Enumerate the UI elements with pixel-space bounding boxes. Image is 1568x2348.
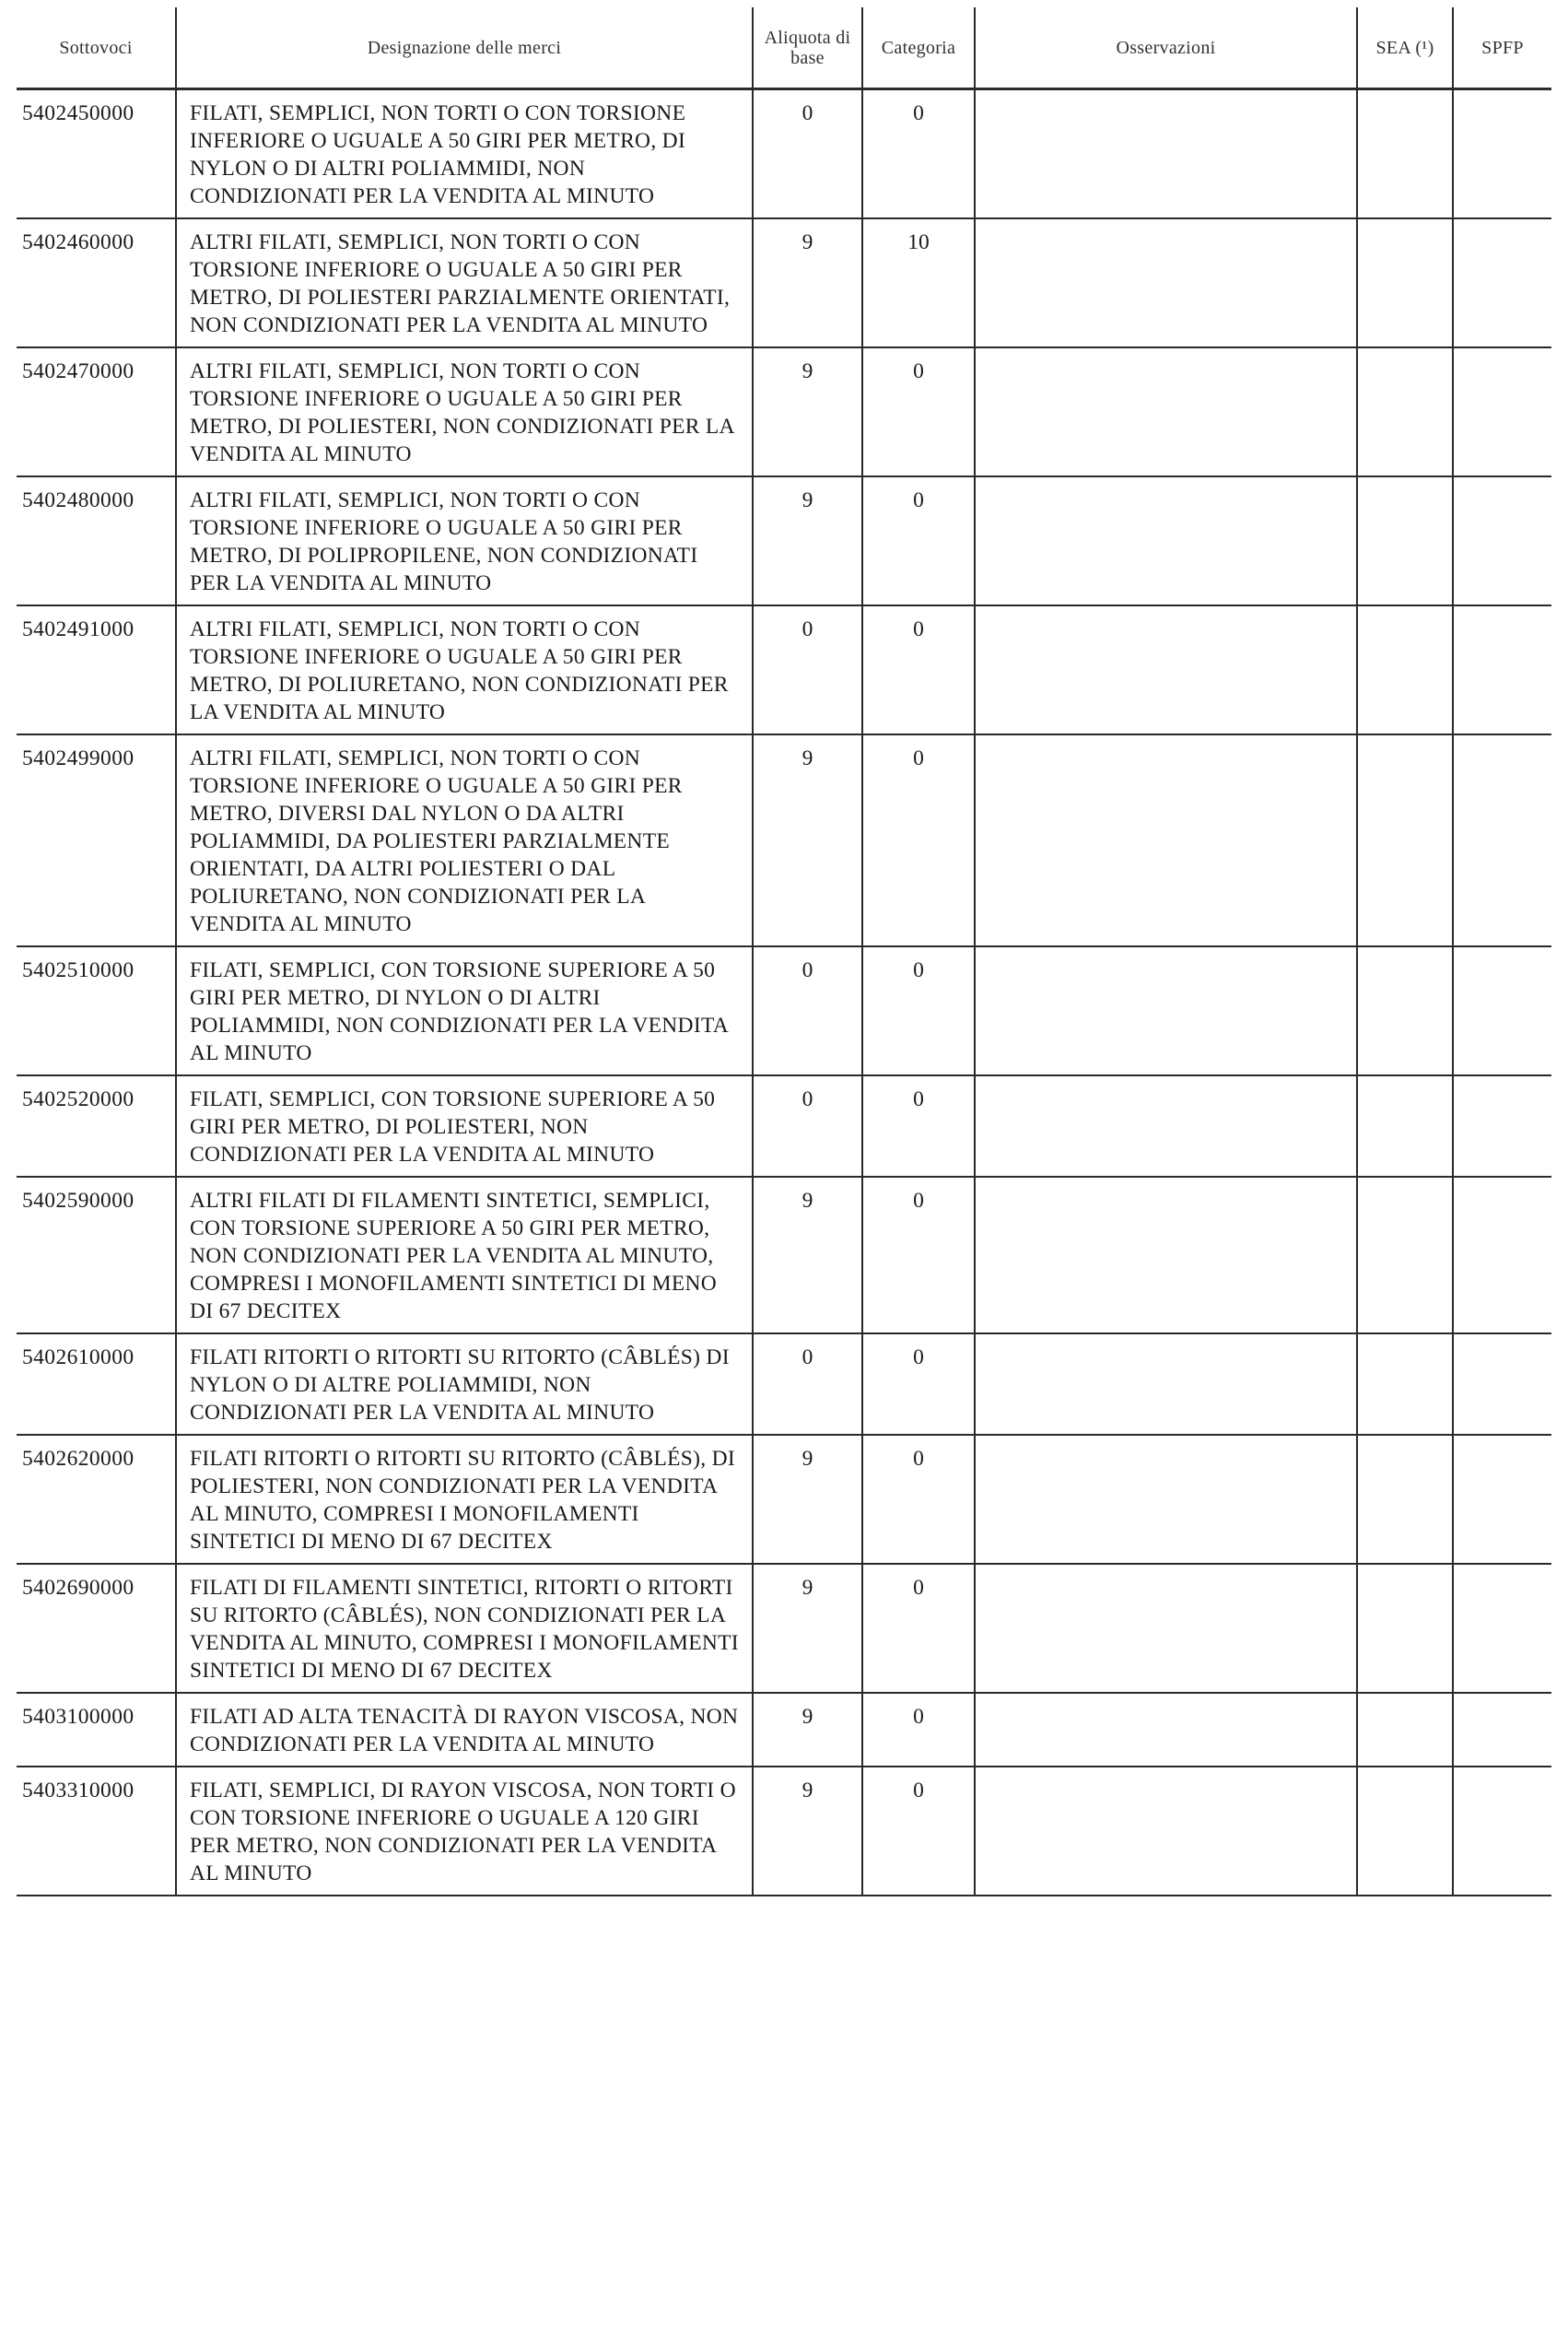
table-row <box>17 89 1551 219</box>
table-body <box>17 89 1551 1896</box>
cell-category: 10 <box>862 218 975 347</box>
cell-spfp <box>1453 1564 1551 1693</box>
cell-code: 5403310000 <box>17 1767 176 1896</box>
cell-base-rate: 9 <box>753 347 862 476</box>
cell-spfp <box>1453 1693 1551 1767</box>
table-row <box>17 1435 1551 1564</box>
table-row <box>17 1075 1551 1177</box>
cell-base-rate: 9 <box>753 734 862 946</box>
cell-description: FILATI AD ALTA TENACITÀ DI RAYON VISCOSA, NON CONDIZIONATI PER LA VENDITA AL MINUTO <box>176 1693 753 1767</box>
table-row <box>17 1693 1551 1767</box>
cell-remarks <box>975 476 1357 605</box>
table-row <box>17 734 1551 946</box>
header-remarks: Osservazioni <box>975 7 1357 89</box>
cell-description: FILATI, SEMPLICI, DI RAYON VISCOSA, NON TORTI O CON TORSIONE INFERIORE O UGUALE A 120 GIRI PER METRO, NON CONDIZIONATI PER LA VENDITA AL MINUTO <box>176 1767 753 1896</box>
cell-category: 0 <box>862 347 975 476</box>
cell-code: 5402460000 <box>17 218 176 347</box>
cell-description: FILATI RITORTI O RITORTI SU RITORTO (CÂBLÉS), DI POLIESTERI, NON CONDIZIONATI PER LA VENDITA AL MINUTO, COMPRESI I MONOFILAMENTI SINTETICI DI MENO DI 67 DECITEX <box>176 1435 753 1564</box>
cell-category: 0 <box>862 946 975 1075</box>
cell-sea <box>1357 89 1453 219</box>
cell-category: 0 <box>862 1177 975 1333</box>
header-code: Sottovoci <box>17 7 176 89</box>
cell-spfp <box>1453 1435 1551 1564</box>
cell-spfp <box>1453 1177 1551 1333</box>
cell-category: 0 <box>862 89 975 219</box>
cell-base-rate: 0 <box>753 1333 862 1435</box>
cell-description: FILATI DI FILAMENTI SINTETICI, RITORTI O RITORTI SU RITORTO (CÂBLÉS), NON CONDIZIONATI PER LA VENDITA AL MINUTO, COMPRESI I MONOFILAMENTI SINTETICI DI MENO DI 67 DECITEX <box>176 1564 753 1693</box>
cell-sea <box>1357 1767 1453 1896</box>
cell-sea <box>1357 1075 1453 1177</box>
cell-spfp <box>1453 1767 1551 1896</box>
cell-description: ALTRI FILATI, SEMPLICI, NON TORTI O CON TORSIONE INFERIORE O UGUALE A 50 GIRI PER METRO, DI POLIPROPILENE, NON CONDIZIONATI PER LA VENDITA AL MINUTO <box>176 476 753 605</box>
cell-remarks <box>975 1075 1357 1177</box>
cell-sea <box>1357 347 1453 476</box>
cell-base-rate: 9 <box>753 1767 862 1896</box>
cell-sea <box>1357 1564 1453 1693</box>
cell-category: 0 <box>862 605 975 734</box>
table-row <box>17 605 1551 734</box>
cell-code: 5402499000 <box>17 734 176 946</box>
cell-category: 0 <box>862 1075 975 1177</box>
header-base-rate: Aliquota di base <box>753 7 862 89</box>
cell-description: FILATI RITORTI O RITORTI SU RITORTO (CÂBLÉS) DI NYLON O DI ALTRE POLIAMMIDI, NON CONDIZIONATI PER LA VENDITA AL MINUTO <box>176 1333 753 1435</box>
cell-spfp <box>1453 1075 1551 1177</box>
cell-sea <box>1357 1177 1453 1333</box>
cell-spfp <box>1453 89 1551 219</box>
cell-remarks <box>975 734 1357 946</box>
cell-spfp <box>1453 946 1551 1075</box>
header-row <box>17 7 1551 89</box>
header-spfp: SPFP <box>1453 7 1551 89</box>
cell-remarks <box>975 1333 1357 1435</box>
cell-code: 5402480000 <box>17 476 176 605</box>
cell-sea <box>1357 734 1453 946</box>
cell-remarks <box>975 605 1357 734</box>
cell-spfp <box>1453 347 1551 476</box>
tariff-table <box>17 7 1551 1896</box>
cell-spfp <box>1453 1333 1551 1435</box>
cell-sea <box>1357 1435 1453 1564</box>
cell-base-rate: 9 <box>753 1177 862 1333</box>
cell-code: 5403100000 <box>17 1693 176 1767</box>
table-row <box>17 946 1551 1075</box>
cell-remarks <box>975 1564 1357 1693</box>
header-sea: SEA (¹) <box>1357 7 1453 89</box>
cell-code: 5402690000 <box>17 1564 176 1693</box>
cell-sea <box>1357 476 1453 605</box>
cell-remarks <box>975 1177 1357 1333</box>
cell-base-rate: 0 <box>753 605 862 734</box>
table-row <box>17 347 1551 476</box>
cell-category: 0 <box>862 734 975 946</box>
cell-sea <box>1357 218 1453 347</box>
cell-category: 0 <box>862 1435 975 1564</box>
cell-spfp <box>1453 734 1551 946</box>
cell-remarks <box>975 946 1357 1075</box>
header-category: Categoria <box>862 7 975 89</box>
cell-sea <box>1357 1693 1453 1767</box>
cell-sea <box>1357 605 1453 734</box>
cell-code: 5402590000 <box>17 1177 176 1333</box>
cell-description: ALTRI FILATI, SEMPLICI, NON TORTI O CON TORSIONE INFERIORE O UGUALE A 50 GIRI PER METRO, DI POLIESTERI PARZIALMENTE ORIENTATI, NON CONDIZIONATI PER LA VENDITA AL MINUTO <box>176 218 753 347</box>
cell-base-rate: 0 <box>753 946 862 1075</box>
cell-category: 0 <box>862 1693 975 1767</box>
cell-code: 5402470000 <box>17 347 176 476</box>
cell-sea <box>1357 946 1453 1075</box>
cell-base-rate: 9 <box>753 1435 862 1564</box>
cell-category: 0 <box>862 1564 975 1693</box>
cell-description: ALTRI FILATI, SEMPLICI, NON TORTI O CON TORSIONE INFERIORE O UGUALE A 50 GIRI PER METRO, DI POLIURETANO, NON CONDIZIONATI PER LA VENDITA AL MINUTO <box>176 605 753 734</box>
cell-code: 5402491000 <box>17 605 176 734</box>
cell-remarks <box>975 218 1357 347</box>
table-row <box>17 1564 1551 1693</box>
cell-description: ALTRI FILATI, SEMPLICI, NON TORTI O CON TORSIONE INFERIORE O UGUALE A 50 GIRI PER METRO, DIVERSI DAL NYLON O DA ALTRI POLIAMMIDI, DA POLIESTERI PARZIALMENTE ORIENTATI, DA ALTRI POLIESTERI O DAL POLIURETANO, NON CONDIZIONATI PER LA VENDITA AL MINUTO <box>176 734 753 946</box>
cell-remarks <box>975 89 1357 219</box>
cell-spfp <box>1453 476 1551 605</box>
cell-code: 5402610000 <box>17 1333 176 1435</box>
cell-description: FILATI, SEMPLICI, CON TORSIONE SUPERIORE A 50 GIRI PER METRO, DI POLIESTERI, NON CONDIZIONATI PER LA VENDITA AL MINUTO <box>176 1075 753 1177</box>
table-row <box>17 1177 1551 1333</box>
cell-description: ALTRI FILATI DI FILAMENTI SINTETICI, SEMPLICI, CON TORSIONE SUPERIORE A 50 GIRI PER METRO, NON CONDIZIONATI PER LA VENDITA AL MINUTO, COMPRESI I MONOFILAMENTI SINTETICI DI MENO DI 67 DECITEX <box>176 1177 753 1333</box>
cell-category: 0 <box>862 1767 975 1896</box>
cell-remarks <box>975 1767 1357 1896</box>
cell-spfp <box>1453 218 1551 347</box>
cell-category: 0 <box>862 1333 975 1435</box>
cell-base-rate: 9 <box>753 476 862 605</box>
cell-base-rate: 9 <box>753 1693 862 1767</box>
cell-code: 5402620000 <box>17 1435 176 1564</box>
cell-base-rate: 0 <box>753 89 862 219</box>
table-row <box>17 218 1551 347</box>
cell-base-rate: 9 <box>753 218 862 347</box>
cell-base-rate: 9 <box>753 1564 862 1693</box>
cell-remarks <box>975 1435 1357 1564</box>
table-row <box>17 1767 1551 1896</box>
cell-code: 5402450000 <box>17 89 176 219</box>
cell-description: FILATI, SEMPLICI, CON TORSIONE SUPERIORE A 50 GIRI PER METRO, DI NYLON O DI ALTRI POLIAMMIDI, NON CONDIZIONATI PER LA VENDITA AL MINUTO <box>176 946 753 1075</box>
cell-description: ALTRI FILATI, SEMPLICI, NON TORTI O CON TORSIONE INFERIORE O UGUALE A 50 GIRI PER METRO, DI POLIESTERI, NON CONDIZIONATI PER LA VENDITA AL MINUTO <box>176 347 753 476</box>
cell-category: 0 <box>862 476 975 605</box>
cell-remarks <box>975 1693 1357 1767</box>
cell-spfp <box>1453 605 1551 734</box>
cell-sea <box>1357 1333 1453 1435</box>
table-header <box>17 7 1551 89</box>
cell-remarks <box>975 347 1357 476</box>
header-description: Designazione delle merci <box>176 7 753 89</box>
cell-code: 5402520000 <box>17 1075 176 1177</box>
table-row <box>17 476 1551 605</box>
table-row <box>17 1333 1551 1435</box>
cell-base-rate: 0 <box>753 1075 862 1177</box>
cell-description: FILATI, SEMPLICI, NON TORTI O CON TORSIONE INFERIORE O UGUALE A 50 GIRI PER METRO, DI NYLON O DI ALTRI POLIAMMIDI, NON CONDIZIONATI PER LA VENDITA AL MINUTO <box>176 89 753 219</box>
cell-code: 5402510000 <box>17 946 176 1075</box>
